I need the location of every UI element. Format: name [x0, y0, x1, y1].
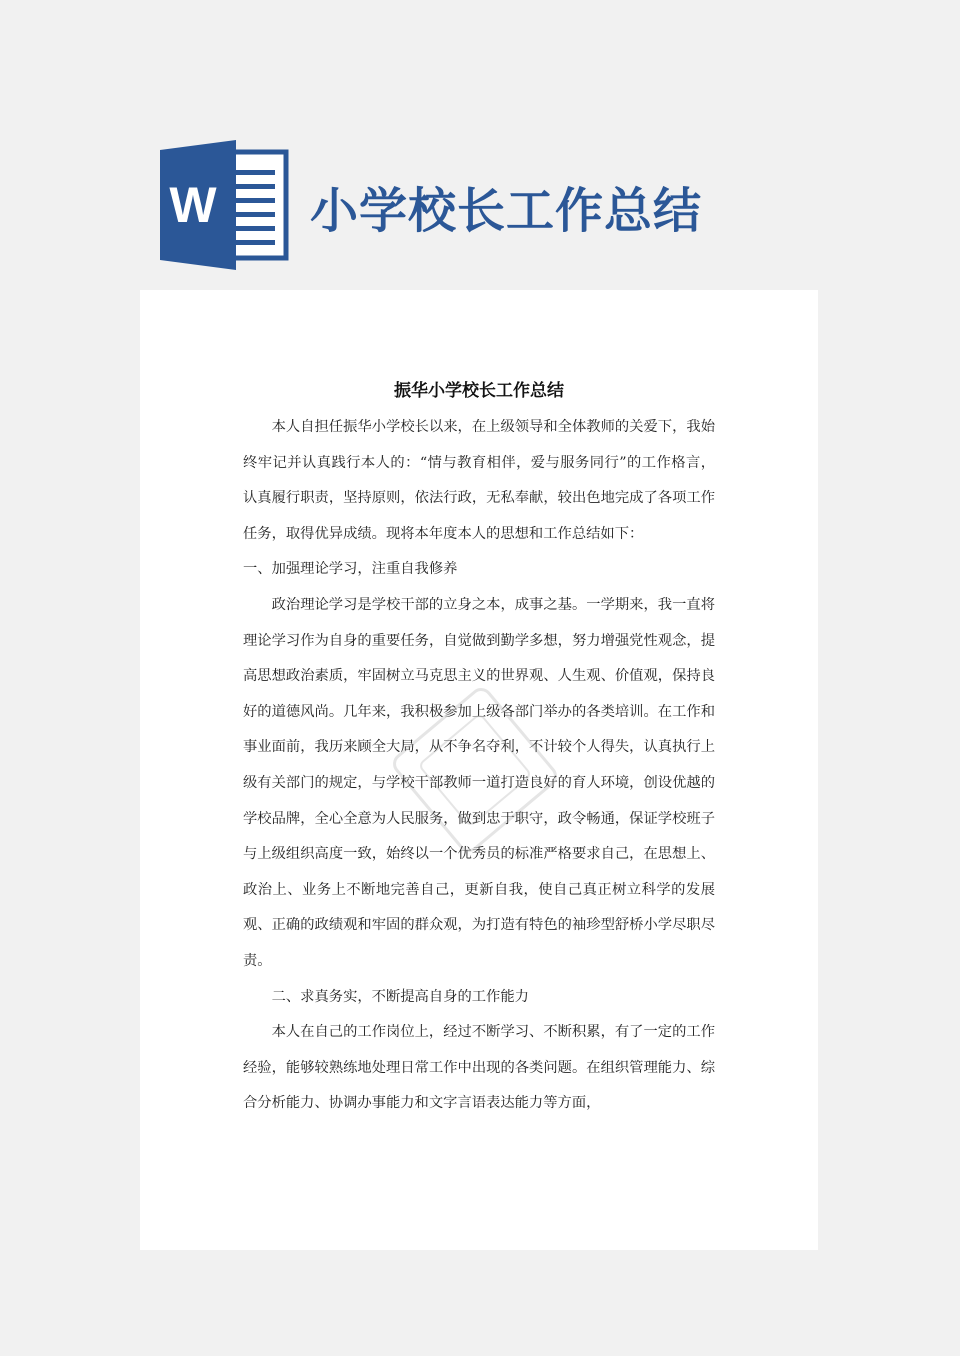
- paragraph-intro: 本人自担任振华小学校长以来，在上级领导和全体教师的关爱下，我始终牢记并认真践行本人的：“情与教育相伴，爱与服务同行”的工作格言，认真履行职责，坚持原则，依法行政，无私奉献，较出色地完成了各项工作任务，取得优异成绩。现将本年度本人的思想和工作总结如下：: [243, 419, 715, 542]
- header-title: 小学校长工作总结: [310, 183, 703, 239]
- section-heading-1: 一、加强理论学习，注重自我修养: [243, 561, 458, 578]
- document-body: [243, 410, 715, 1122]
- document-header: [160, 140, 860, 270]
- document-title: 振华小学校长工作总结: [394, 381, 564, 401]
- section-heading-2: 二、求真务实，不断提高自身的工作能力: [271, 988, 529, 1005]
- word-icon-letter: W: [169, 177, 217, 233]
- document-page: [140, 290, 818, 1250]
- paragraph-section-2: 本人在自己的工作岗位上，经过不断学习、不断积累，有了一定的工作经验，能够较熟练地处理日常工作中出现的各类问题。在组织管理能力、综合分析能力、协调办事能力和文字言语表达能力等方面，: [243, 1024, 715, 1112]
- paragraph-section-1: 政治理论学习是学校干部的立身之本，成事之基。一学期来，我一直将理论学习作为自身的重要任务，自觉做到勤学多想，努力增强党性观念，提高思想政治素质，牢固树立马克思主义的世界观、人生观、价值观，保持良好的道德风尚。几年来，我积极参加上级各部门举办的各类培训。在工作和事业面前，我历来顾全大局，从不争名夺利，不计较个人得失，认真执行上级有关部门的规定，与学校干部教师一道打造良好的育人环境，创设优越的学校品牌，全心全意为人民服务，做到忠于职守，政令畅通，保证学校班子与上级组织高度一致，始终以一个优秀员的标准严格要求自己，在思想上、政治上、业务上不断地完善自己，更新自我，使自己真正树立科学的发展观、正确的政绩观和牢固的群众观，为打造有特色的袖珍型舒桥小学尽职尽责。: [243, 596, 715, 969]
- word-document-icon: [160, 140, 290, 270]
